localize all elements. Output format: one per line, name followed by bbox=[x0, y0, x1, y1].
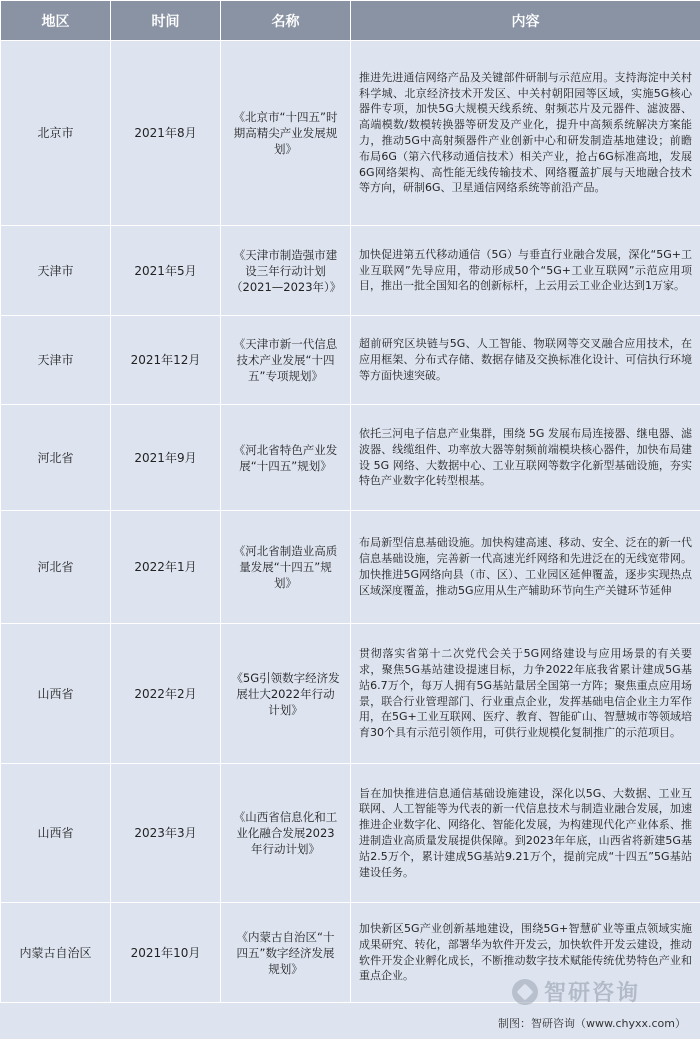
row-name: 《天津市制造强市建设三年行动计划（2021—2023年）》 bbox=[221, 226, 351, 316]
row-date: 2023年3月 bbox=[111, 764, 221, 903]
row-date: 2021年8月 bbox=[111, 41, 221, 226]
row-content: 超前研究区块链与5G、人工智能、物联网等交叉融合应用技术，在应用框架、分布式存储、数据存储及交换标准化设计、可信执行环境等方面快速突破。 bbox=[351, 316, 700, 405]
row-region: 天津市 bbox=[1, 316, 111, 405]
row-content: 推进先进通信网络产品及关键部件研制与示范应用。支持海淀中关村科学城、北京经济技术开发区、中关村朝阳园等区域，实施5G核心器件专项，加快5G大规模天线系统、射频芯片及元器件、滤波器、高端模数/数模转换器等研发及产业化，提升中高频系统解决方案能力，推动5G中高射频器件产业创新中心和研发制造基地建设；前瞻布局6G（第六代移动通信技术）相关产业，抢占6G标准高地，发展6G网络架构、高性能无线传输技术、网络覆盖扩展与天地融合技术等方向，研制6G、卫星通信网络系统等前沿产品。 bbox=[351, 41, 700, 226]
row-name: 《天津市新一代信息技术产业发展“十四五”专项规划》 bbox=[221, 316, 351, 405]
row-region: 河北省 bbox=[1, 405, 111, 511]
row-content: 加快促进第五代移动通信（5G）与垂直行业融合发展，深化“5G+工业互联网”先导应用，带动形成50个“5G+工业互联网”示范应用项目，推出一批全国知名的创新标杆，上云用云工业企业达到1万家。 bbox=[351, 226, 700, 316]
table-row bbox=[1, 316, 700, 405]
row-date: 2021年5月 bbox=[111, 226, 221, 316]
row-date: 2021年9月 bbox=[111, 405, 221, 511]
row-name: 《河北省制造业高质量发展“十四五”规划》 bbox=[221, 511, 351, 624]
row-region: 山西省 bbox=[1, 624, 111, 764]
row-region: 天津市 bbox=[1, 226, 111, 316]
row-content: 布局新型信息基础设施。加快构建高速、移动、安全、泛在的新一代信息基础设施，完善新一代高速光纤网络和先进泛在的无线宽带网。加快推进5G网络向县（市、区）、工业园区延伸覆盖，逐步实现热点区域深度覆盖，推动5G应用从生产辅助环节向生产关键环节延伸 bbox=[351, 511, 700, 624]
row-region: 内蒙古自治区 bbox=[1, 903, 111, 1003]
row-name: 《山西省信息化和工业化融合发展2023年行动计划》 bbox=[221, 764, 351, 903]
row-region: 河北省 bbox=[1, 511, 111, 624]
table-row bbox=[1, 624, 700, 764]
row-region: 北京市 bbox=[1, 41, 111, 226]
header-date: 时间 bbox=[111, 1, 221, 41]
row-region: 山西省 bbox=[1, 764, 111, 903]
row-content: 依托三河电子信息产业集群，围绕 5G 发展布局连接器、继电器、滤波器、线缆组件、功率放大器等射频前端模块核心器件，加快布局建设 5G 网络、大数据中心、工业互联网等数字化新型基础设施，夯实特色产业数字化转型根基。 bbox=[351, 405, 700, 511]
row-content: 贯彻落实省第十二次党代会关于5G网络建设与应用场景的有关要求，聚焦5G基站建设提速目标，力争2022年底我省累计建成5G基站6.7万个，每万人拥有5G基站量居全国第一方阵；聚焦重点应用场景，联合行业管理部门、行业重点企业，发挥基础电信企业主力军作用，在5G+工业互联网、医疗、教育、智能矿山、智慧城市等领域培育30个具有示范引领作用，可供行业规模化复制推广的示范项目。 bbox=[351, 624, 700, 764]
header-content: 内容 bbox=[351, 1, 700, 41]
table-row bbox=[1, 405, 700, 511]
table-row bbox=[1, 511, 700, 624]
row-date: 2021年10月 bbox=[111, 903, 221, 1003]
source-credit: 制图：智研咨询（www.chyxx.com） bbox=[497, 1017, 686, 1030]
row-date: 2022年1月 bbox=[111, 511, 221, 624]
header-region: 地区 bbox=[1, 1, 111, 41]
table-row bbox=[1, 764, 700, 903]
row-date: 2021年12月 bbox=[111, 316, 221, 405]
table-row bbox=[1, 226, 700, 316]
row-name: 《河北省特色产业发展“十四五”规划》 bbox=[221, 405, 351, 511]
header-name: 名称 bbox=[221, 1, 351, 41]
watermark-text: 智研咨询 bbox=[544, 981, 641, 1006]
chyxx-logo-icon bbox=[512, 979, 538, 1005]
table-header-row bbox=[1, 1, 700, 41]
watermark bbox=[512, 976, 640, 1007]
row-name: 《5G引领数字经济发展壮大2022年行动计划》 bbox=[221, 624, 351, 764]
table-row bbox=[1, 41, 700, 226]
row-name: 《内蒙古自治区“十四五”数字经济发展规划》 bbox=[221, 903, 351, 1003]
row-date: 2022年2月 bbox=[111, 624, 221, 764]
row-content: 旨在加快推进信息通信基础设施建设，深化以5G、大数据、工业互联网、人工智能等为代表的新一代信息技术与制造业融合发展，加速推进企业数字化、网络化、智能化发展，为构建现代化产业体系、推进制造业高质量发展提供保障。到2023年年底，山西省将新建5G基站2.5万个，累计建成5G基站9.21万个，提前完成“十四五”5G基站建设任务。 bbox=[351, 764, 700, 903]
row-content: 加快新区5G产业创新基地建设，围绕5G+智慧矿业等重点领域实施成果研究、转化，部署华为软件开发云，加快软件开发云建设，推动软件开发企业孵化成长，不断推动数字技术赋能传统优势特色产业和重点企业。 bbox=[351, 903, 700, 1003]
row-name: 《北京市“十四五”时期高精尖产业发展规划》 bbox=[221, 41, 351, 226]
